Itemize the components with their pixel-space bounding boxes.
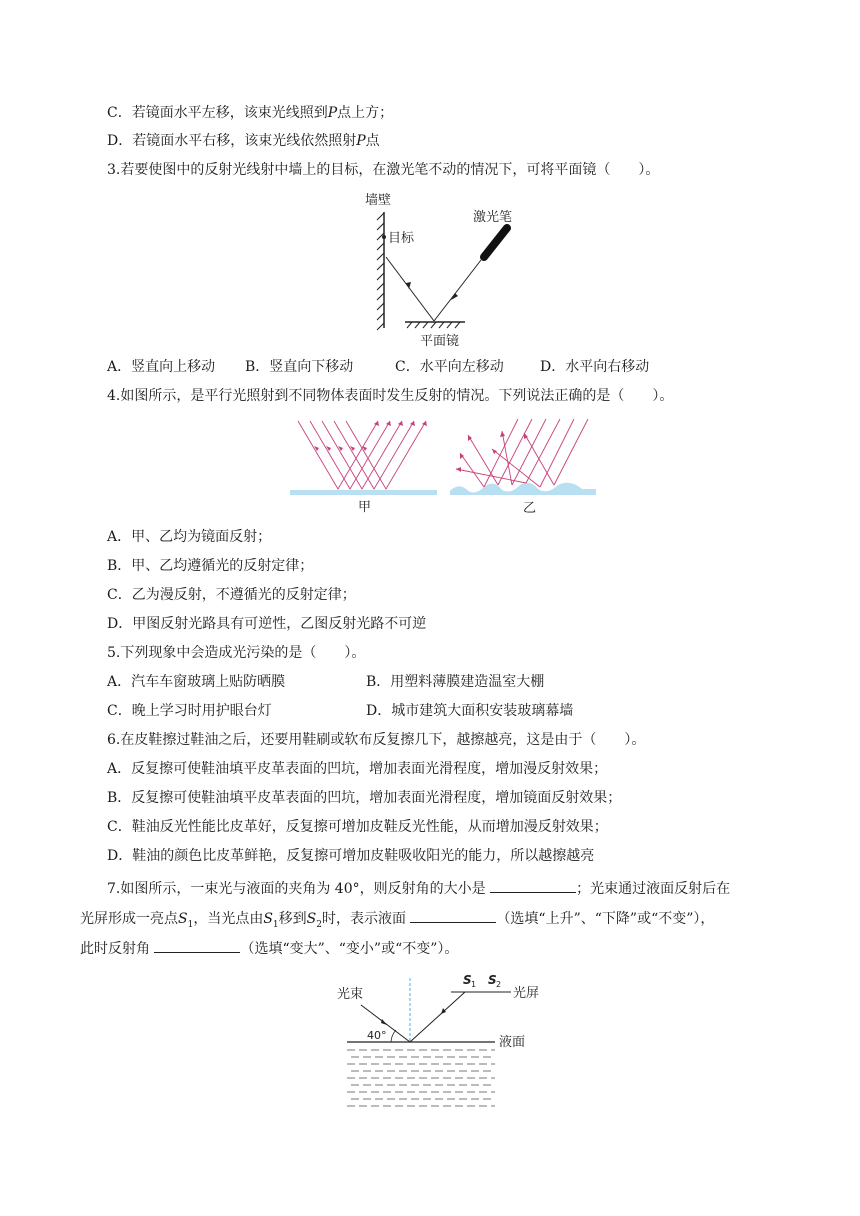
point-s1-sub: 1 (187, 919, 194, 930)
q3-option-b: B．竖直向下移动 (245, 359, 354, 375)
q7-text: 移到 (278, 911, 307, 927)
screen-s2-sub: 2 (496, 980, 502, 989)
q7-text: （选填“变大”、“变小”或“不变”）。 (240, 941, 459, 957)
smooth-surface (290, 490, 437, 495)
q7-line-2 (80, 908, 714, 935)
q7-text: 此时反射角 (80, 941, 150, 957)
incident-arrow (451, 293, 458, 300)
q4-option-a: A．甲、乙均为镜面反射； (107, 529, 272, 545)
q3-option-c: C．水平向左移动 (395, 359, 504, 375)
target-label: 目标 (388, 231, 415, 246)
q7-text: 7.如图所示，一束光与液面的夹角为 40°，则反射角的大小是 (107, 881, 486, 897)
q5-option-a: A．汽车车窗玻璃上贴防晒膜 (107, 674, 286, 690)
incident-arrow (381, 1019, 387, 1025)
q2-option-d-end: 点 (365, 133, 380, 149)
incident-ray (434, 260, 481, 321)
q3-figure (355, 190, 530, 350)
q4-option-b: B．甲、乙均遵循光的反射定律； (107, 558, 314, 574)
screen-s2-label: S (488, 973, 497, 987)
q7-text: （选填“上升”、“下降”或“不变”）， (496, 911, 715, 927)
q2-option-d-text: D．若镜面水平右移，该束光线依然照射 (107, 133, 357, 149)
screen-s1-sub: 1 (471, 980, 477, 989)
q4-option-d: D．甲图反射光路具有可逆性，乙图反射光路不可逆 (107, 616, 427, 632)
reflected-beam (410, 992, 465, 1042)
q4-option-c: C．乙为漫反射，不遵循光的反射定律； (107, 587, 356, 603)
q6-option-c: C．鞋油反光性能比皮革好，反复擦可增加皮鞋反光性能，从而增加漫反射效果； (107, 819, 608, 835)
fig-label-jia: 甲 (358, 500, 372, 515)
answer-blank-2[interactable] (410, 908, 496, 923)
angle-arc (391, 1030, 396, 1042)
diffuse-arrowheads (456, 431, 528, 472)
q5-option-b: B．用塑料薄膜建造温室大棚 (366, 674, 545, 690)
q7-text: 光屏形成一亮点 (80, 911, 178, 927)
fig-label-yi: 乙 (523, 501, 537, 516)
q5-option-d: D．城市建筑大面积安装玻璃幕墙 (366, 703, 574, 719)
point-p: P (356, 133, 366, 149)
diffuse-rays-reflected (456, 431, 554, 487)
laser-label: 激光笔 (473, 210, 513, 225)
screen-label: 光屏 (513, 986, 540, 1001)
q7-line-1 (107, 878, 730, 899)
target-dot (382, 235, 386, 239)
point-s1: S (178, 911, 188, 927)
liquid-label: 液面 (499, 1035, 526, 1050)
mirror-label: 平面镜 (420, 334, 460, 349)
laser-pointer (484, 228, 507, 257)
wall-label: 墙壁 (365, 193, 392, 208)
point-p: P (327, 105, 338, 121)
wall-hatching (377, 213, 384, 330)
rough-surface (450, 483, 596, 495)
q6-option-d: D．鞋油的颜色比皮革鲜艳，反复擦可增加皮鞋吸收阳光的能力，所以越擦越亮 (107, 848, 595, 864)
q7-line-3 (80, 938, 458, 959)
point-s2: S (306, 911, 317, 927)
specular-rays (298, 421, 426, 489)
q4-figure (288, 413, 600, 518)
q6-option-a: A．反复擦可使鞋油填平皮革表面的凹坑，增加表面光滑程度，增加漫反射效果； (107, 761, 608, 777)
angle-label: 40° (367, 1029, 387, 1042)
q4-stem: 4.如图所示，是平行光照射到不同物体表面时发生反射的情况。下列说法正确的是（ ）。 (107, 388, 674, 404)
q7-figure (333, 970, 543, 1110)
q2-option-c-end: 点上方； (337, 105, 394, 121)
q7-text: 时，表示液面 (321, 911, 406, 927)
screen-s1-label: S (463, 973, 472, 987)
beam-label: 光束 (337, 987, 364, 1002)
reflected-arrow (441, 1008, 446, 1014)
liquid-body (347, 1050, 495, 1106)
q5-option-c: C．晚上学习时用护眼台灯 (107, 703, 272, 719)
q6-stem: 6.在皮鞋擦过鞋油之后，还要用鞋刷或软布反复擦几下，越擦越亮，这是由于（ ）。 (107, 732, 646, 748)
q6-option-b: B．反复擦可使鞋油填平皮革表面的凹坑，增加表面光滑程度，增加镜面反射效果； (107, 790, 622, 806)
q2-option-c-text: C．若镜面水平左移，该束光线照到 (107, 105, 328, 121)
point-s1-sub: 1 (272, 919, 279, 930)
mirror-hatching (407, 322, 460, 328)
q2-option-d (107, 131, 380, 151)
answer-blank-1[interactable] (490, 878, 576, 893)
q3-option-d: D．水平向右移动 (540, 359, 650, 375)
q7-text: ，当光点由 (193, 911, 264, 927)
q2-option-c (107, 103, 393, 123)
point-s2-sub: 2 (316, 919, 322, 930)
point-s1: S (263, 911, 273, 927)
answer-blank-3[interactable] (154, 938, 240, 953)
q3-option-a: A．竖直向上移动 (107, 359, 216, 375)
q5-stem: 5.下列现象中会造成光污染的是（ ）。 (107, 645, 366, 661)
q3-stem: 3.若要使图中的反射光线射中墙上的目标，在激光笔不动的情况下，可将平面镜（ ）。 (107, 162, 660, 178)
reflected-ray (386, 257, 434, 321)
q7-text: ；光束通过液面反射后在 (576, 881, 731, 897)
